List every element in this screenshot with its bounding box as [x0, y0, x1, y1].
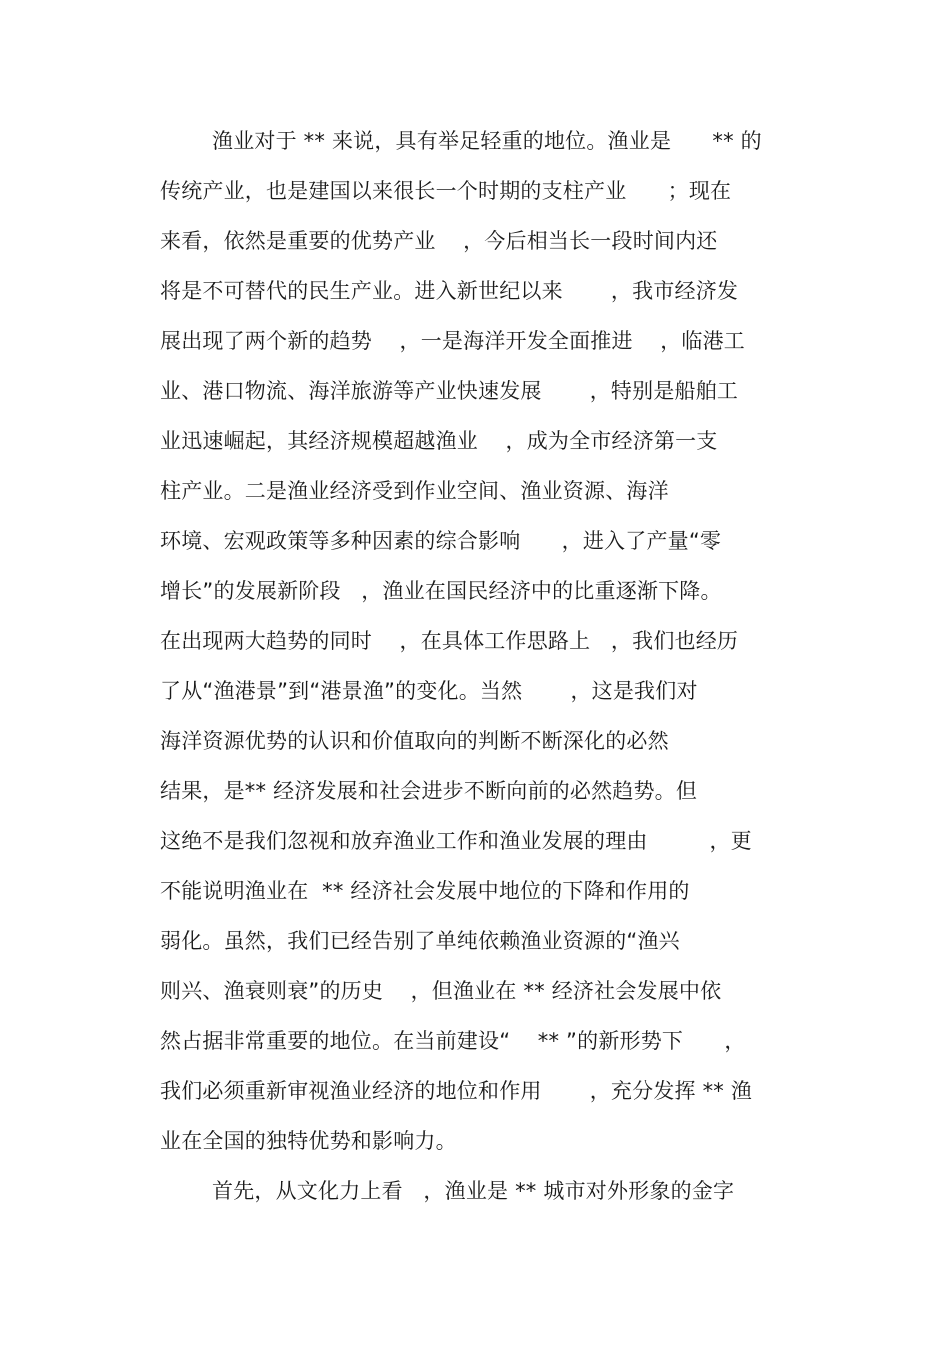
paragraph-line: 不能说明渔业在 ** 经济社会发展中地位的下降和作用的 — [160, 879, 690, 903]
paragraph-line: 业在全国的独特优势和影响力。 — [160, 1129, 457, 1153]
paragraph-line: 首先，从文化力上看 ，渔业是 ** 城市对外形象的金字 — [212, 1179, 735, 1203]
paragraph-line: 将是不可替代的民生产业。进入新世纪以来 ，我市经济发 — [160, 279, 739, 303]
paragraph-line: 了从“渔港景”到“港景渔”的变化。当然 ，这是我们对 — [160, 679, 698, 703]
paragraph-line: 传统产业，也是建国以来很长一个时期的支柱产业 ；现在 — [160, 179, 732, 203]
paragraph-line: 渔业对于 ** 来说，具有举足轻重的地位。渔业是 ** 的 — [212, 129, 762, 153]
paragraph-line: 则兴、渔衰则衰”的历史 ，但渔业在 ** 经济社会发展中依 — [160, 979, 722, 1003]
paragraph-line: 我们必须重新审视渔业经济的地位和作用 ，充分发挥 ** 渔 — [160, 1079, 753, 1103]
paragraph-line: 业、港口物流、海洋旅游等产业快速发展 ，特别是船舶工 — [160, 379, 739, 403]
paragraph-line: 来看，依然是重要的优势产业 ，今后相当长一段时间内还 — [160, 229, 718, 253]
paragraph-line: 然占据非常重要的地位。在当前建设“ ** ”的新形势下 ， — [160, 1029, 746, 1053]
paragraph-line: 环境、宏观政策等多种因素的综合影响 ，进入了产量“零 — [160, 529, 722, 553]
paragraph-line: 海洋资源优势的认识和价值取向的判断不断深化的必然 — [160, 729, 669, 753]
paragraph-line: 业迅速崛起，其经济规模超越渔业 ，成为全市经济第一支 — [160, 429, 718, 453]
paragraph-line: 在出现两大趋势的同时 ，在具体工作思路上 ，我们也经历 — [160, 629, 739, 653]
paragraph-line: 增长”的发展新阶段 ，渔业在国民经济中的比重逐渐下降。 — [160, 579, 722, 603]
paragraph-line: 柱产业。二是渔业经济受到作业空间、渔业资源、海洋 — [160, 479, 669, 503]
paragraph-line: 展出现了两个新的趋势 ，一是海洋开发全面推进 ，临港工 — [160, 329, 745, 353]
paragraph-line: 弱化。虽然，我们已经告别了单纯依赖渔业资源的“渔兴 — [160, 929, 680, 953]
paragraph-line: 这绝不是我们忽视和放弃渔业工作和渔业发展的理由 ，更 — [160, 829, 752, 853]
paragraph-line: 结果，是** 经济发展和社会进步不断向前的必然趋势。但 — [160, 779, 698, 803]
